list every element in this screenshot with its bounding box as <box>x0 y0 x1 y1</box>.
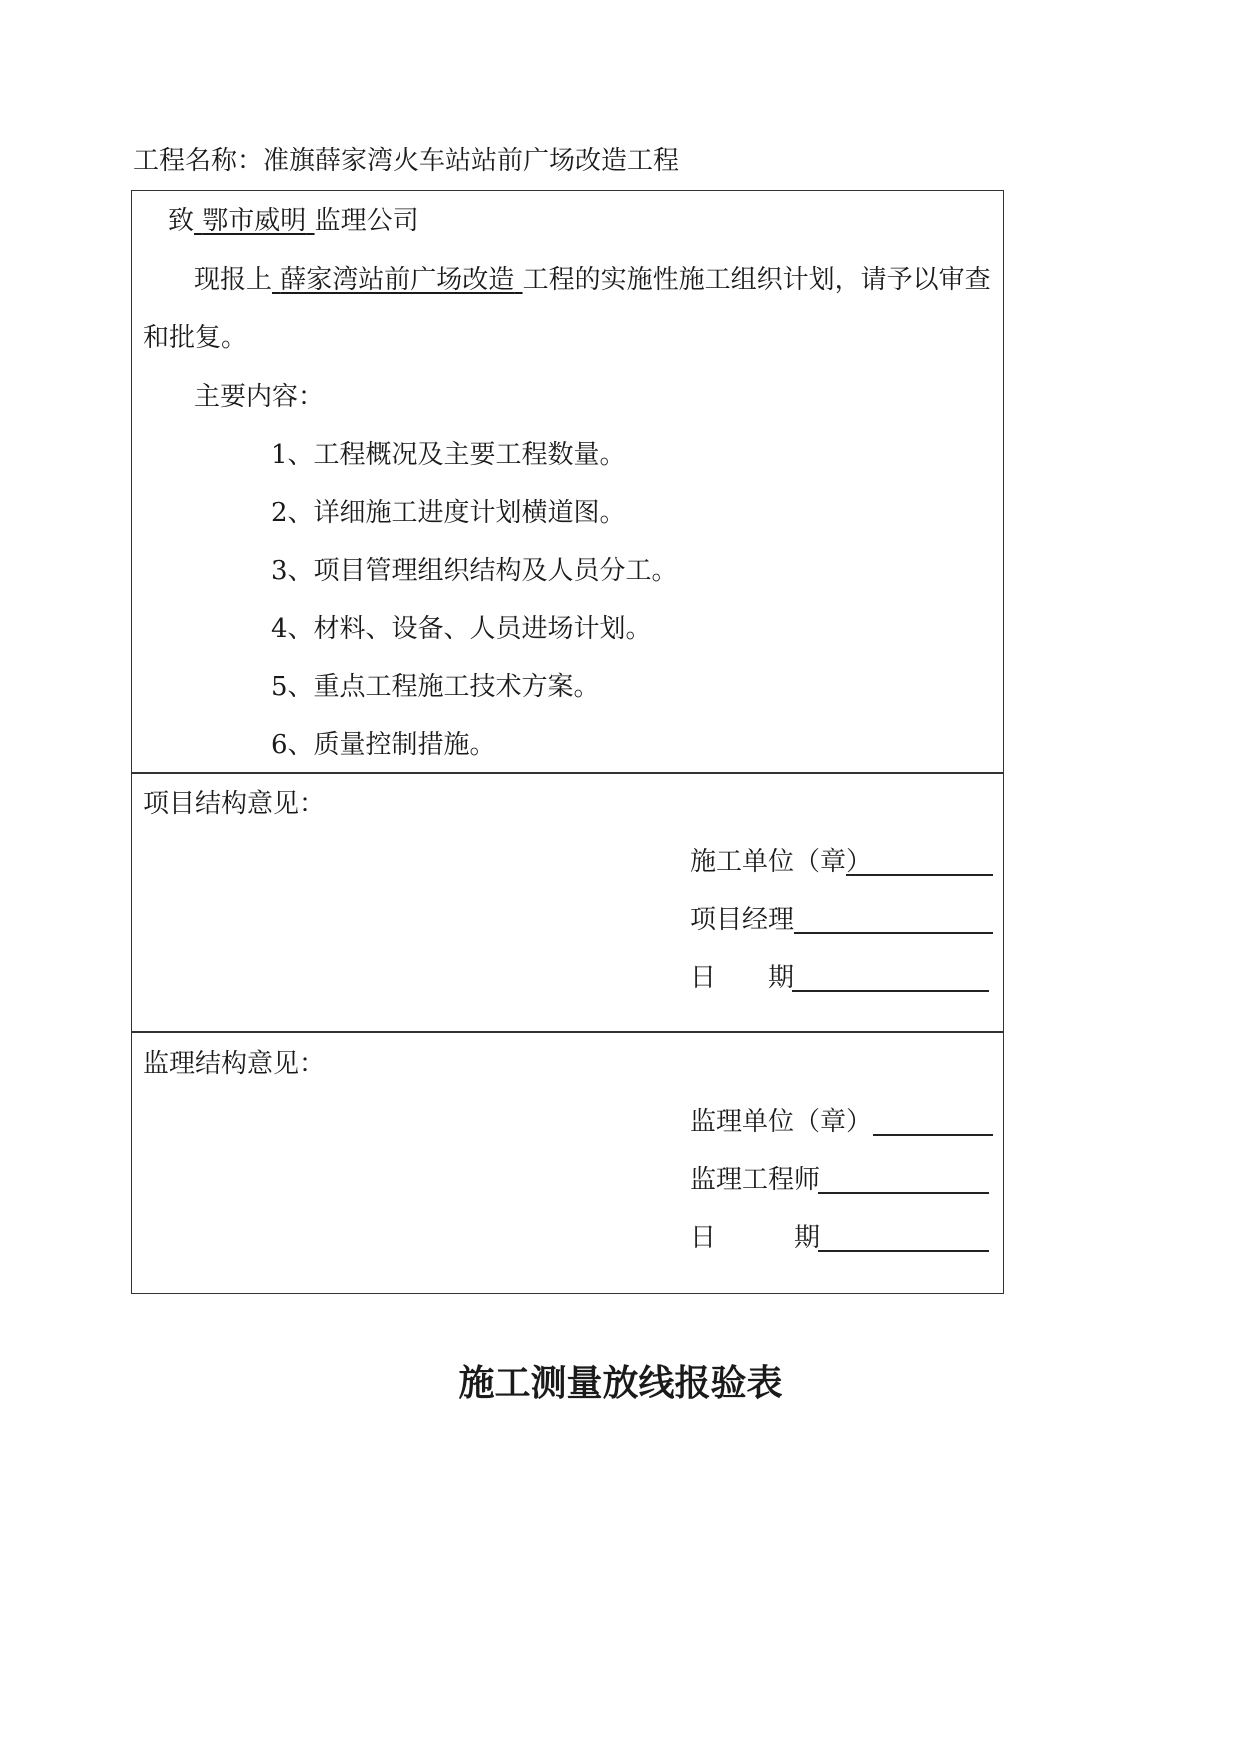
project-date-field[interactable] <box>792 990 989 992</box>
supervision-date-field[interactable] <box>818 1250 989 1252</box>
project-short-name: 薛家湾站前广场改造 <box>280 265 515 295</box>
supervisor-name: 鄂市威明 <box>202 206 307 236</box>
next-form-title: 施工测量放线报验表 <box>458 1363 783 1404</box>
supervision-unit-label: 监理单位（章） <box>690 1107 873 1137</box>
addressee-line <box>168 206 419 236</box>
project-name-label: 工程名称： <box>133 146 264 176</box>
project-manager-label: 项目经理 <box>690 905 795 935</box>
project-name-line <box>133 146 679 176</box>
project-name-value: 准旗薛家湾火车站站前广场改造工程 <box>263 146 680 176</box>
content-item-2: 2、详细施工进度计划横道图。 <box>271 498 626 528</box>
content-item-5: 5、重点工程施工技术方案。 <box>271 672 600 702</box>
content-item-4: 4、材料、设备、人员进场计划。 <box>271 614 652 644</box>
report-suffix: 工程的实施性施工组织计划，请予以审查 <box>522 265 991 295</box>
supervision-engineer-field[interactable] <box>818 1192 989 1194</box>
report-line-1 <box>194 265 991 295</box>
report-line-2: 和批复。 <box>143 323 248 353</box>
content-item-1: 1、工程概况及主要工程数量。 <box>271 440 626 470</box>
content-item-6: 6、质量控制措施。 <box>271 730 496 760</box>
supervision-date-label: 日 期 <box>690 1223 821 1253</box>
supervision-opinion-title: 监理结构意见： <box>143 1049 326 1079</box>
supervisor-suffix: 监理公司 <box>314 206 419 236</box>
construction-unit-field[interactable] <box>846 874 993 876</box>
project-date-label: 日 期 <box>690 963 795 993</box>
project-manager-field[interactable] <box>794 932 993 934</box>
to-prefix: 致 <box>168 206 195 236</box>
report-prefix: 现报上 <box>194 265 273 295</box>
contents-label: 主要内容： <box>194 382 325 412</box>
construction-unit-label: 施工单位（章） <box>690 847 873 877</box>
supervision-unit-field[interactable] <box>873 1134 993 1136</box>
supervision-engineer-label: 监理工程师 <box>690 1165 821 1195</box>
content-item-3: 3、项目管理组织结构及人员分工。 <box>271 556 678 586</box>
project-opinion-title: 项目结构意见： <box>143 789 326 819</box>
